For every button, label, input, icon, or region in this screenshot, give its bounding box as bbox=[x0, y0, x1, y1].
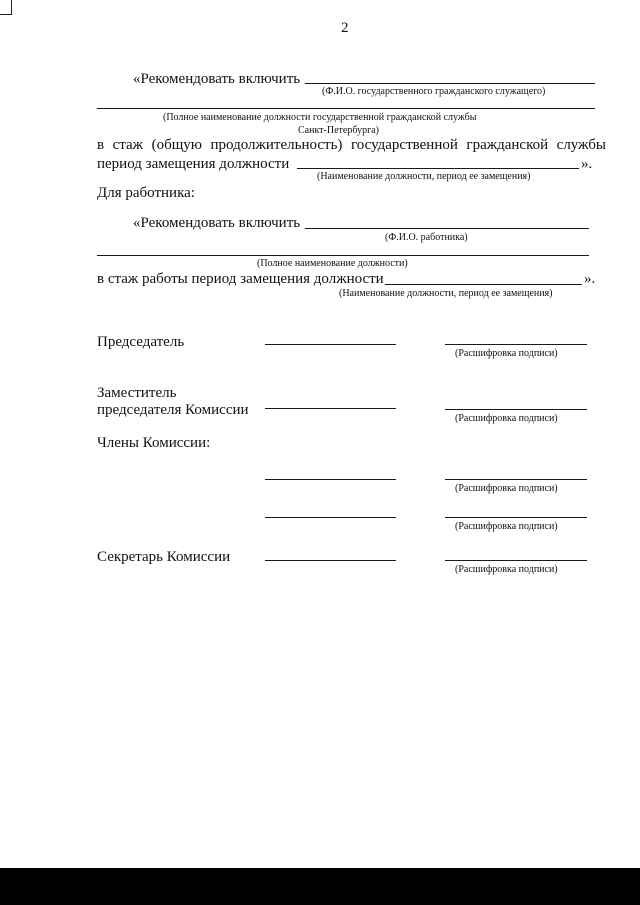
worker-heading: Для работника: bbox=[97, 185, 195, 201]
worker-position-caption: (Полное наименование должности) bbox=[257, 258, 408, 269]
employee-period-line bbox=[297, 168, 579, 169]
member-2-decode-caption: (Расшифровка подписи) bbox=[455, 521, 558, 532]
member-2-signature-line bbox=[265, 517, 396, 518]
secretary-signature-line bbox=[265, 560, 396, 561]
employee-service-line: в стаж (общую продолжительность) государственной гражданской службы bbox=[97, 137, 606, 153]
deputy-label-1: Заместитель bbox=[97, 385, 177, 401]
employee-period-caption: (Наименование должности, период ее замещения) bbox=[317, 171, 531, 182]
member-1-decode-caption: (Расшифровка подписи) bbox=[455, 483, 558, 494]
employee-period-label: период замещения должности bbox=[97, 156, 290, 172]
page-corner-mark bbox=[0, 0, 12, 15]
employee-position-caption-2: Санкт-Петербурга) bbox=[298, 125, 379, 136]
page-number: 2 bbox=[341, 20, 349, 36]
worker-period-label: в стаж работы период замещения должности bbox=[97, 271, 384, 287]
deputy-decode-line bbox=[445, 409, 587, 410]
chairman-decode-line bbox=[445, 344, 587, 345]
chairman-label: Председатель bbox=[97, 334, 185, 350]
employee-fio-line bbox=[305, 83, 595, 84]
deputy-label-2: председателя Комиссии bbox=[97, 402, 249, 418]
deputy-signature-line bbox=[265, 408, 396, 409]
worker-period-caption: (Наименование должности, период ее замещения) bbox=[339, 288, 553, 299]
worker-fio-caption: (Ф.И.О. работника) bbox=[385, 232, 468, 243]
member-1-signature-line bbox=[265, 479, 396, 480]
chairman-decode-caption: (Расшифровка подписи) bbox=[455, 348, 558, 359]
worker-recommend-text: «Рекомендовать включить bbox=[133, 215, 301, 231]
employee-end-quote: ». bbox=[581, 156, 593, 172]
worker-period-line bbox=[385, 284, 582, 285]
employee-position-line bbox=[97, 108, 595, 109]
worker-end-quote: ». bbox=[584, 271, 596, 287]
secretary-decode-line bbox=[445, 560, 587, 561]
secretary-label: Секретарь Комиссии bbox=[97, 549, 231, 565]
members-label: Члены Комиссии: bbox=[97, 435, 211, 451]
worker-position-line bbox=[97, 255, 589, 256]
secretary-decode-caption: (Расшифровка подписи) bbox=[455, 564, 558, 575]
worker-fio-line bbox=[305, 228, 589, 229]
employee-recommend-text: «Рекомендовать включить bbox=[133, 71, 301, 87]
employee-fio-caption: (Ф.И.О. государственного гражданского служащего) bbox=[322, 86, 546, 97]
employee-position-caption-1: (Полное наименование должности государственной гражданской службы bbox=[163, 112, 477, 123]
deputy-decode-caption: (Расшифровка подписи) bbox=[455, 413, 558, 424]
chairman-signature-line bbox=[265, 344, 396, 345]
scan-bottom-edge bbox=[0, 868, 640, 905]
member-2-decode-line bbox=[445, 517, 587, 518]
member-1-decode-line bbox=[445, 479, 587, 480]
